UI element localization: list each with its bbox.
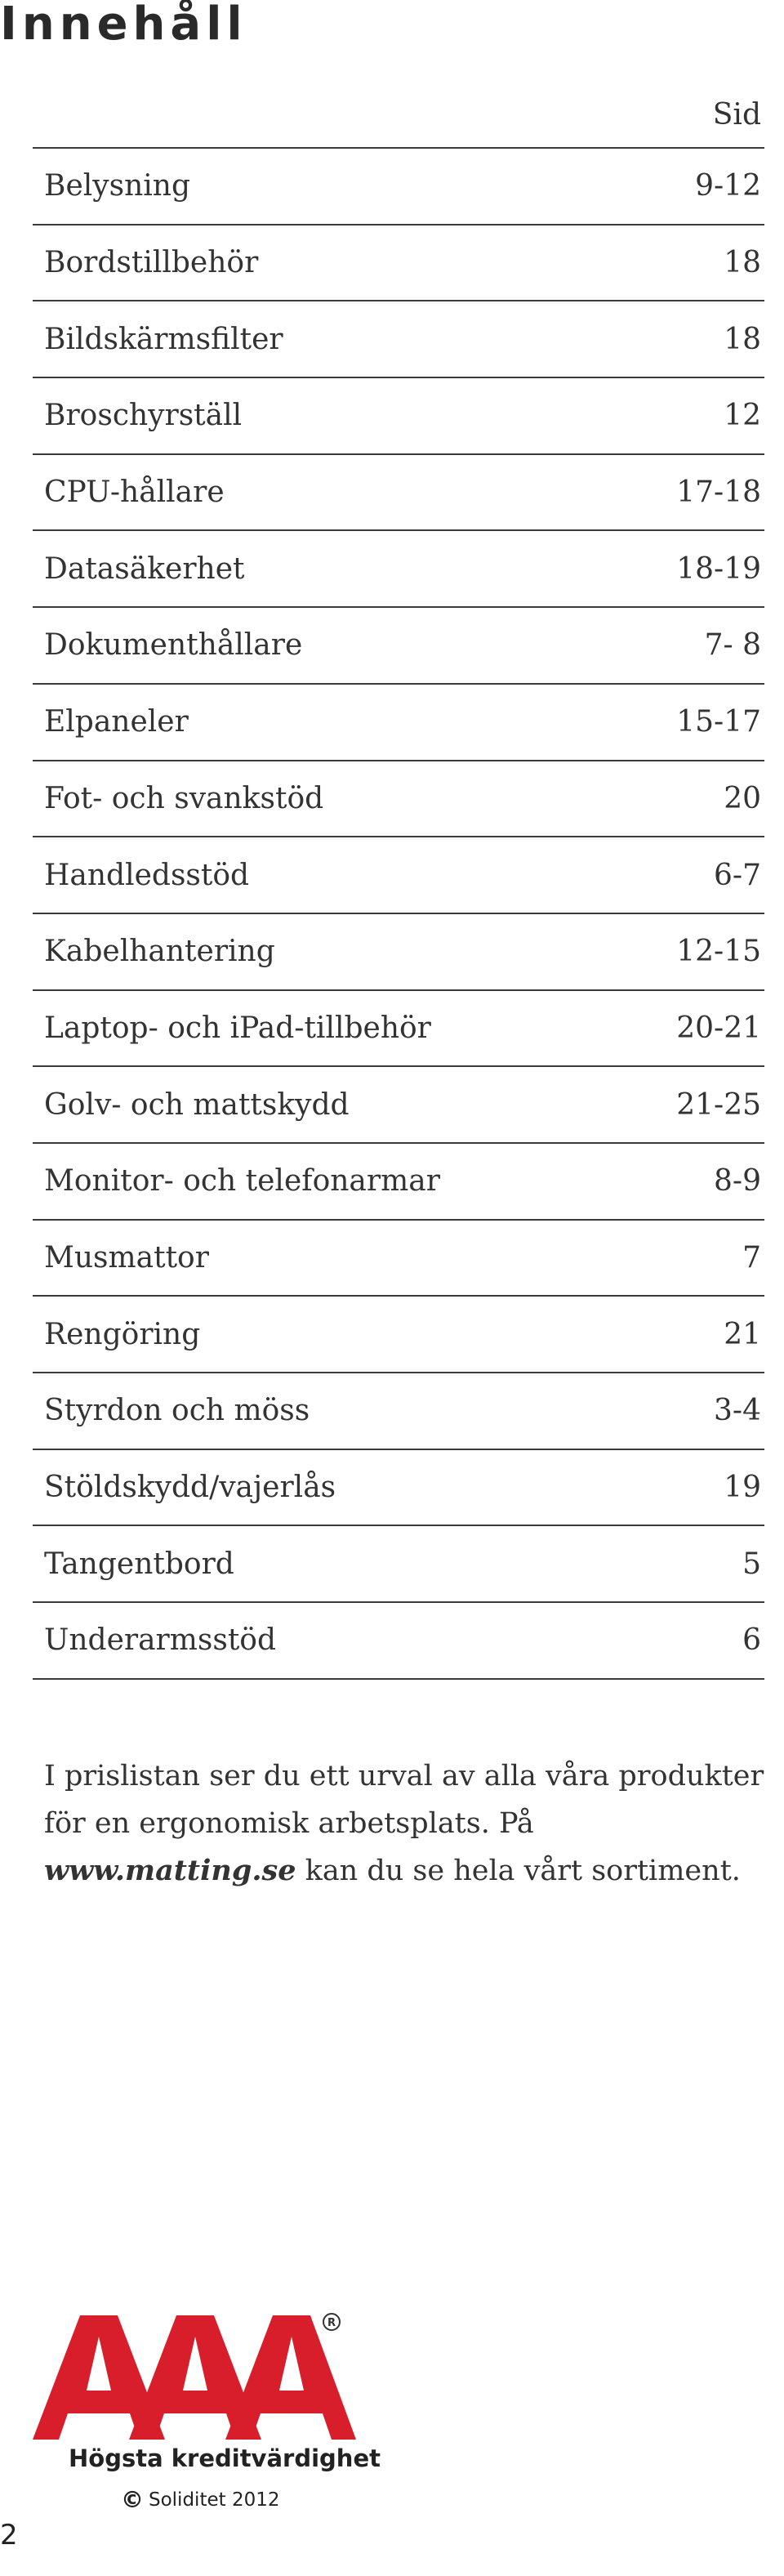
toc-entry-pages: 3-4 (714, 1394, 761, 1428)
toc-row (33, 531, 764, 608)
toc-row (33, 301, 764, 378)
svg-text:R: R (327, 2317, 336, 2329)
toc-entry-pages: 9-12 (695, 169, 761, 203)
toc-rows (33, 149, 764, 1680)
toc-entry-label: Handledsstöd (44, 858, 250, 892)
toc-entry-label: Datasäkerhet (44, 551, 245, 586)
toc-entry-pages: 15-17 (676, 705, 761, 739)
registered-trademark-icon (323, 2314, 340, 2330)
toc-entry-pages: 12-15 (676, 935, 761, 969)
toc-entry-label: Bordstillbehör (44, 246, 259, 280)
intro-paragraph (44, 1752, 771, 1895)
page-number: 2 (0, 2519, 18, 2551)
rating-copyright (121, 2486, 279, 2513)
toc-row (33, 1221, 764, 1297)
toc-entry-pages: 20-21 (676, 1011, 761, 1045)
toc-row (33, 1603, 764, 1680)
toc-entry-label: Elpaneler (44, 705, 189, 739)
toc-row (33, 1450, 764, 1527)
page-column-header: Sid (712, 97, 761, 132)
toc-entry-pages: 20 (724, 781, 761, 815)
toc-row (33, 1067, 764, 1144)
toc-entry-label: Musmattor (44, 1240, 209, 1275)
toc-entry-label: Broschyrställ (44, 399, 243, 433)
toc-entry-pages: 12 (724, 399, 761, 433)
toc-row (33, 837, 764, 914)
toc-entry-pages: 6-7 (714, 858, 761, 892)
toc-row (33, 761, 764, 838)
toc-entry-label: Monitor- och telefonarmar (44, 1164, 440, 1199)
toc-row (33, 1297, 764, 1373)
toc-row (33, 1373, 764, 1450)
website-link[interactable]: www.matting.se (44, 1854, 296, 1887)
intro-text-after-url: kan du se hela vårt sortiment. (296, 1855, 741, 1887)
table-of-contents (33, 82, 764, 1680)
toc-entry-label: Belysning (44, 169, 191, 203)
copyright-text: Soliditet 2012 (149, 2489, 280, 2511)
toc-row (33, 149, 764, 225)
toc-entry-pages: 21-25 (676, 1087, 761, 1122)
toc-entry-pages: 17-18 (676, 475, 761, 510)
toc-entry-pages: 18-19 (676, 551, 761, 586)
toc-entry-label: Underarmsstöd (44, 1623, 277, 1658)
toc-entry-label: Rengöring (44, 1317, 201, 1351)
toc-entry-label: Stöldskydd/vajerlås (44, 1471, 336, 1505)
toc-header (33, 82, 764, 149)
toc-entry-pages: 7- 8 (704, 628, 761, 663)
aaa-rating-logo (29, 2312, 356, 2443)
toc-entry-label: Bildskärmsfilter (44, 322, 283, 356)
toc-row (33, 378, 764, 455)
toc-row (33, 608, 764, 685)
aaa-letter-a-3 (225, 2315, 356, 2440)
toc-row (33, 1526, 764, 1603)
toc-entry-pages: 19 (724, 1471, 761, 1505)
toc-row (33, 455, 764, 532)
toc-entry-label: Fot- och svankstöd (44, 781, 324, 815)
toc-entry-pages: 18 (724, 322, 761, 356)
toc-entry-pages: 6 (742, 1623, 761, 1658)
toc-row (33, 685, 764, 761)
toc-row (33, 225, 764, 302)
rating-caption: Högsta kreditvärdighet (69, 2444, 381, 2472)
toc-entry-label: Styrdon och möss (44, 1394, 310, 1428)
toc-row (33, 1144, 764, 1221)
toc-entry-pages: 8-9 (714, 1164, 761, 1199)
toc-entry-label: Kabelhantering (44, 935, 275, 969)
toc-entry-label: Tangentbord (44, 1547, 234, 1581)
copyright-icon: © (121, 2486, 144, 2513)
toc-entry-pages: 18 (724, 246, 761, 280)
intro-text-before-url: I prislistan ser du ett urval av alla våra produkter för en ergonomisk arbetsplats. På (44, 1760, 764, 1840)
toc-entry-pages: 21 (724, 1317, 761, 1351)
toc-row (33, 914, 764, 991)
toc-entry-label: Laptop- och iPad-tillbehör (44, 1011, 431, 1045)
toc-row (33, 991, 764, 1068)
toc-entry-label: Golv- och mattskydd (44, 1087, 350, 1122)
toc-entry-label: Dokumenthållare (44, 628, 303, 663)
toc-entry-pages: 5 (742, 1547, 761, 1581)
toc-entry-pages: 7 (742, 1240, 761, 1275)
page-title: Innehåll (0, 0, 247, 51)
toc-entry-label: CPU-hållare (44, 475, 225, 510)
